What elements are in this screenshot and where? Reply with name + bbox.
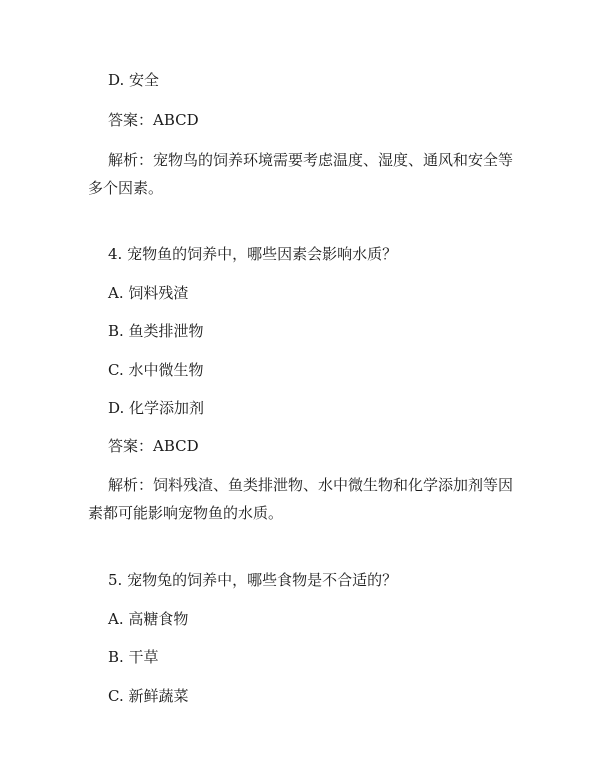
- q4-option-a: A. 饲料残渣: [108, 284, 189, 302]
- q4-option-b: B. 鱼类排泄物: [108, 322, 204, 340]
- q3-answer: 答案：ABCD: [108, 111, 199, 129]
- q5-question: 5. 宠物兔的饲养中，哪些食物是不合适的？: [108, 571, 398, 589]
- q4-analysis-line1: 解析：饲料残渣、鱼类排泄物、水中微生物和化学添加剂等因: [108, 476, 514, 494]
- q4-answer: 答案：ABCD: [108, 437, 199, 455]
- q5-option-b: B. 干草: [108, 648, 159, 666]
- q3-analysis-line2: 多个因素。: [88, 179, 164, 197]
- q3-analysis-line1: 解析：宠物鸟的饲养环境需要考虑温度、湿度、通风和安全等: [108, 151, 514, 169]
- q4-option-c: C. 水中微生物: [108, 361, 204, 379]
- q4-question: 4. 宠物鱼的饲养中，哪些因素会影响水质？: [108, 245, 398, 263]
- q5-option-c: C. 新鲜蔬菜: [108, 687, 189, 705]
- q4-analysis-line2: 素都可能影响宠物鱼的水质。: [88, 504, 284, 522]
- q4-option-d: D. 化学添加剂: [108, 399, 205, 417]
- q3-option-d: D. 安全: [108, 71, 160, 89]
- q5-option-a: A. 高糖食物: [108, 610, 189, 628]
